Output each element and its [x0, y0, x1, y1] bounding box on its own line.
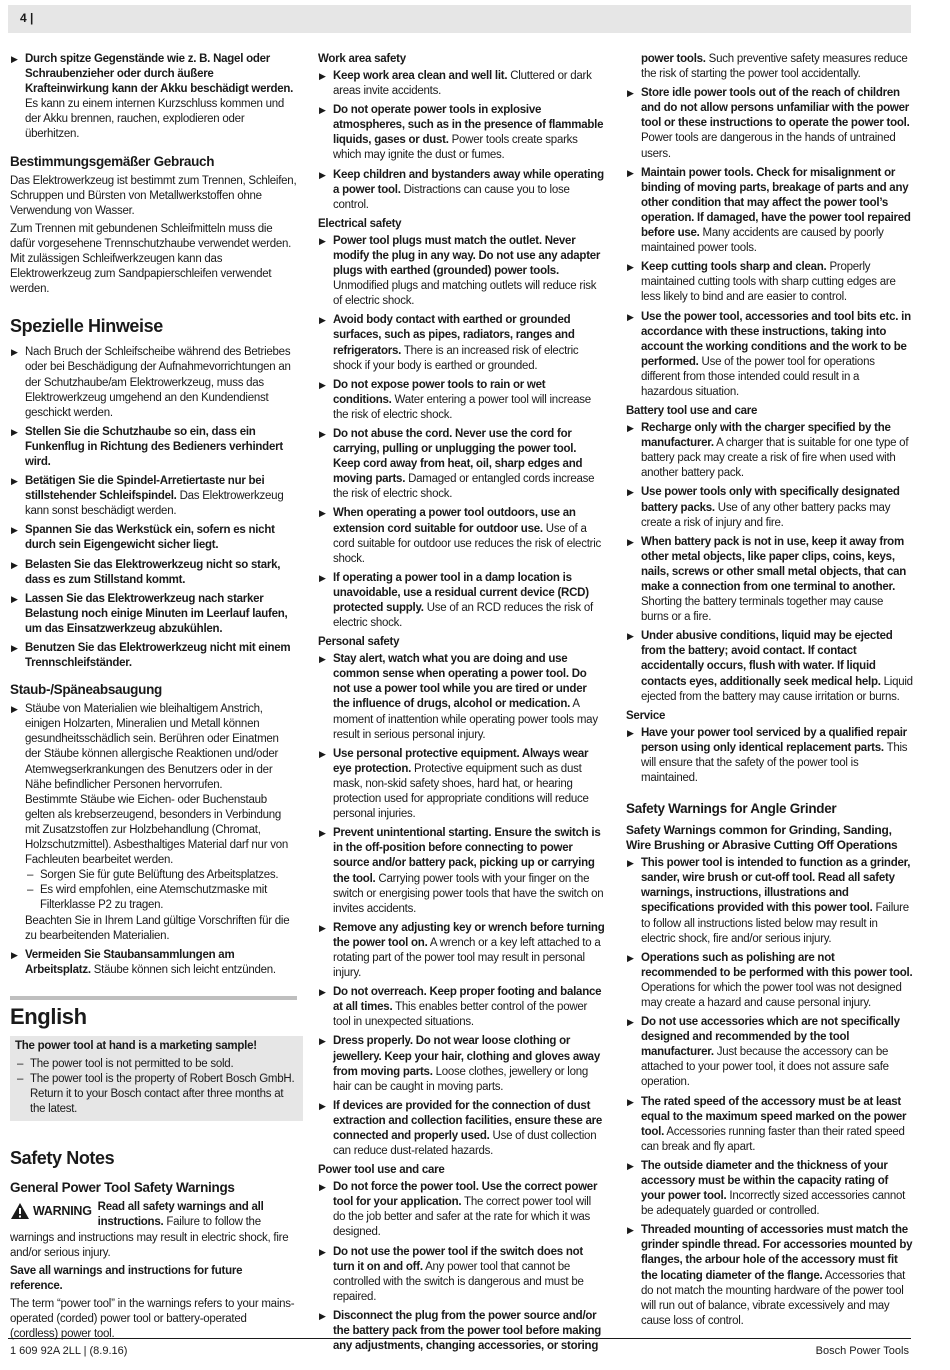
continued-text: power tools. Such preventive safety measures reduce the risk of starting the power tool accidentally.	[641, 53, 908, 81]
column-middle	[318, 52, 605, 1358]
bullet-item: ▶ When battery pack is not in use, keep it away from other metal objects, like paper clips, coins, keys, nails, screws or other small metal objects, that can make a connection from one terminal to another. Shorting the battery terminals together may cause burns or a fire.	[626, 535, 913, 626]
section-divider	[10, 996, 297, 1000]
bullet-item: ▶ Belasten Sie das Elektrowerkzeug nicht so stark, dass es zum Stillstand kommt.	[10, 558, 297, 588]
column-left	[10, 52, 297, 1345]
bullet-item: ▶ Disconnect the plug from the power source and/or the battery pack from the power tool before making any adjustments, changing accessories, or storing	[318, 1309, 605, 1354]
subsection-heading: Battery tool use and care	[626, 405, 758, 418]
subsection-heading: Service	[626, 709, 666, 722]
bullet-item: ▶ If operating a power tool in a damp location is unavoidable, use a residual current device (RCD) protected supply. Use of an RCD reduces the risk of electric shock.	[318, 571, 605, 631]
bullet-item: ▶ Stellen Sie die Schutzhaube so ein, dass ein Funkenflug in Richtung des Bedieners verhindert wird.	[10, 425, 297, 470]
dash-item: – Sorgen Sie für gute Belüftung des Arbeitsplatzes.	[25, 868, 297, 883]
bullet-item: ▶ Operations such as polishing are not recommended to be performed with this power tool. Operations for which the power tool was not designed may create a hazard and cause personal injury.	[626, 951, 913, 1011]
bullet-item: ▶ Stay alert, watch what you are doing and use common sense when operating a power tool. Do not use a power tool while you are tired or under the influence of drugs, alcohol or medication. A moment of inattention while operating power tools may result in serious personal injury.	[318, 652, 605, 743]
bullet-item: ▶ Power tool plugs must match the outlet. Never modify the plug in any way. Do not use any adapter plugs with earthed (grounded) power tools. Unmodified plugs and matching outlets will reduce risk of electric shock.	[318, 234, 605, 309]
paragraph: Das Elektrowerkzeug ist bestimmt zum Trennen, Schleifen, Schruppen und Bürsten von Metallwerkstoffen ohne Verwendung von Wasser.	[10, 174, 297, 217]
bullet-item: ▶ Spannen Sie das Werkstück ein, sofern es nicht durch sein Eigengewicht sicher liegt.	[10, 523, 297, 553]
bullet-item: ▶ Vermeiden Sie Staubansammlungen am Arbeitsplatz. Stäube können sich leicht entzünden.	[10, 948, 297, 978]
bullet-item: ▶ Benutzen Sie das Elektrowerkzeug nicht mit einem Trennschleifständer.	[10, 641, 297, 671]
dash-item: – The power tool is not permitted to be sold.	[15, 1057, 297, 1072]
subsection-heading: Work area safety	[318, 53, 406, 65]
subsection-heading: Power tool use and care	[318, 1164, 445, 1177]
bullet-item: ▶ Do not use the power tool if the switch does not turn it on and off. Any power tool that cannot be controlled with the switch is dangerous and must be repaired.	[318, 1245, 605, 1305]
warning-triangle-icon	[10, 1202, 30, 1220]
section-heading: Safety Warnings for Angle Grinder	[626, 801, 837, 817]
bullet-item: ▶ Do not use accessories which are not specifically designed and recommended by the tool manufacturer. Just because the accessory can be attached to your power tool, it does not assure safe operation.	[626, 1015, 913, 1090]
bullet-item: ▶ The outside diameter and the thickness of your accessory must be within the capacity rating of your power tool. Incorrectly sized accessories cannot be adequately guarded or controlled.	[626, 1159, 913, 1219]
bullet-item: ▶ Dress properly. Do not wear loose clothing or jewellery. Keep your hair, clothing and gloves away from moving parts. Loose clothes, jewellery or long hair can be caught in moving parts.	[318, 1034, 605, 1094]
column-right	[626, 52, 913, 1333]
bullet-item: ▶ Keep cutting tools sharp and clean. Properly maintained cutting tools with sharp cutting edges are less likely to bind and are easier to control.	[626, 260, 913, 305]
bullet-item: ▶ Do not abuse the cord. Never use the cord for carrying, pulling or unplugging the power tool. Keep cord away from heat, oil, sharp edges and moving parts. Damaged or entangled cords increase the risk of electric shock.	[318, 427, 605, 502]
bullet-item: ▶ Keep children and bystanders away while operating a power tool. Distractions can cause you to lose control.	[318, 168, 605, 213]
bullet-item: ▶ The rated speed of the accessory must be at least equal to the maximum speed marked on the power tool. Accessories running faster than their rated speed can break and fly apart.	[626, 1095, 913, 1155]
bullet-item: ▶ Do not operate power tools in explosive atmospheres, such as in the presence of flammable liquids, gases or dust. Power tools create sparks which may ignite the dust or fumes.	[318, 103, 605, 163]
subsection-heading: Personal safety	[318, 636, 400, 649]
paragraph: Mit zulässigen Schleifwerkzeugen kann das Elektrowerkzeug zum Sandpapierschleifen verwendet werden.	[10, 253, 272, 296]
section-heading: General Power Tool Safety Warnings	[10, 1180, 235, 1196]
bullet-item: ▶ Maintain power tools. Check for misalignment or binding of moving parts, breakage of parts and any other condition that may affect the power tool’s operation. If damaged, have the power tool repaired before use. Many accidents are caused by poorly maintained power tools.	[626, 166, 913, 257]
bullet-item: ▶ Avoid body contact with earthed or grounded surfaces, such as pipes, radiators, ranges and refrigerators. There is an increased risk of electric shock if your body is earthed or grounded.	[318, 313, 605, 373]
bullet-item: ▶ Remove any adjusting key or wrench before turning the power tool on. A wrench or a key left attached to a rotating part of the power tool may result in personal injury.	[318, 921, 605, 981]
paragraph: Save all warnings and instructions for future reference.	[10, 1264, 243, 1292]
bullet-item: ▶ Keep work area clean and well lit. Cluttered or dark areas invite accidents.	[318, 69, 605, 99]
bullet-item: ▶ Durch spitze Gegenstände wie z. B. Nagel oder Schraubenzieher oder durch äußere Krafteinwirkung kann der Akku beschädigt werden. Es kann zu einem internen Kurzschluss kommen und der Akku brennen, rauchen, explodieren oder überhitzen.	[10, 52, 297, 143]
document-number: 1 609 92A 2LL | (8.9.16)	[10, 1345, 128, 1357]
section-heading: Spezielle Hinweise	[10, 316, 163, 337]
page-footer	[8, 1338, 911, 1357]
bullet-item: ▶ Use power tools only with specifically designated battery packs. Use of any other battery packs may create a risk of injury and fire.	[626, 485, 913, 530]
notice-box	[10, 1036, 303, 1121]
section-heading: Bestimmungsgemäßer Gebrauch	[10, 153, 215, 169]
paragraph: The term “power tool” in the warnings refers to your mains-operated (corded) power tool or battery-operated (cordless) power tool.	[10, 1297, 295, 1341]
bullet-item: ▶ Lassen Sie das Elektrowerkzeug nach starker Belastung noch einige Minuten im Leerlauf laufen, um das Einsatzwerkzeug abzukühlen.	[10, 592, 297, 637]
bullet-item: ▶ Threaded mounting of accessories must match the grinder spindle thread. For accessories mounted by flanges, the arbour hole of the accessory must fit the locating diameter of the flange. Accessories that do not match the mounting hardware of the power tool will run out of balance, vibrate excessively and may cause loss of control.	[626, 1223, 913, 1329]
bullet-item	[10, 702, 297, 944]
paragraph: Beachten Sie in Ihrem Land gültige Vorschriften für die zu bearbeitenden Materialien.	[25, 914, 290, 942]
paragraph: ▶ Stäube von Materialien wie bleihaltigem Anstrich, einigen Holzarten, Mineralien und Metall können gesundheitsschädlich sein. Berühren oder Einatmen der Stäube können allergische Reaktionen und/oder Atemwegserkrankungen des Benutzers oder in der Nähe befindlicher Personen hervorrufen.	[25, 703, 279, 791]
brand-name: Bosch Power Tools	[815, 1345, 909, 1357]
bullet-item: ▶ When operating a power tool outdoors, use an extension cord suitable for outdoor use. Use of a cord suitable for outdoor use reduces the risk of electric shock.	[318, 506, 605, 566]
bullet-item: ▶ Do not overreach. Keep proper footing and balance at all times. This enables better control of the power tool in unexpected situations.	[318, 985, 605, 1030]
warning-paragraph: WARNING Read all safety warnings and all instructions. Failure to follow the warnings and instructions may result in electric shock, fire and/or serious injury.	[10, 1201, 289, 1259]
bullet-item: ▶ Store idle power tools out of the reach of children and do not allow persons unfamiliar with the power tool or these instructions to operate the power tool. Power tools are dangerous in the hands of untrained users.	[626, 86, 913, 161]
bullet-item: ▶ Under abusive conditions, liquid may be ejected from the battery; avoid contact. If contact accidentally occurs, flush with water. If liquid contacts eyes, additionally seek medical help. Liquid ejected from the battery may cause irritation or burns.	[626, 629, 913, 704]
bullet-item: ▶ Recharge only with the charger specified by the manufacturer. A charger that is suitable for one type of battery pack may create a risk of fire when used with another battery pack.	[626, 421, 913, 481]
page-header-bar	[8, 5, 911, 33]
paragraph: Zum Trennen mit gebundenen Schleifmitteln muss die dafür vorgesehene Trennschutzhaube verwendet werden.	[10, 222, 292, 250]
paragraph: Bestimmte Stäube wie Eichen- oder Buchenstaub gelten als krebserzeugend, besonders in Verbindung mit Zusatzstoffen zur Holzbehandlung (Chromat, Holzschutzmittel). Asbesthaltiges Material darf nur von Fachleuten bearbeitet werden.	[25, 793, 289, 867]
notice-title: The power tool at hand is a marketing sample!	[15, 1039, 257, 1052]
page-number: 4 |	[20, 11, 34, 25]
warning-label: WARNING	[10, 1202, 92, 1220]
section-heading: Safety Notes	[10, 1148, 115, 1169]
dash-item: – The power tool is the property of Robert Bosch GmbH. Return it to your Bosch contact after three months at the latest.	[15, 1072, 297, 1117]
bullet-item: ▶ Nach Bruch der Schleifscheibe während des Betriebes oder bei Beschädigung der Aufnahmevorrichtungen an der Schutzhaube/am Elektrowerkzeug, muss das Elektrowerkzeug umgehend an den Kundendienst geschickt werden.	[10, 345, 297, 420]
bullet-item: ▶ Betätigen Sie die Spindel-Arretiertaste nur bei stillstehender Schleifspindel. Das Elektrowerkzeug kann sonst beschädigt werden.	[10, 474, 297, 519]
language-heading: English	[10, 1003, 87, 1029]
bullet-item: ▶ Use personal protective equipment. Always wear eye protection. Protective equipment such as dust mask, non-skid safety shoes, hard hat, or hearing protection used for appropriate conditions will reduce personal injuries.	[318, 747, 605, 822]
section-heading: Staub-/Späneabsaugung	[10, 682, 162, 698]
bullet-item: ▶ Do not force the power tool. Use the correct power tool for your application. The correct power tool will do the job better and safer at the rate for which it was designed.	[318, 1180, 605, 1240]
bullet-item: ▶ Do not expose power tools to rain or wet conditions. Water entering a power tool will increase the risk of electric shock.	[318, 378, 605, 423]
bullet-item: ▶ Use the power tool, accessories and tool bits etc. in accordance with these instructions, taking into account the working conditions and the work to be performed. Use of the power tool for operations different from those intended could result in a hazardous situation.	[626, 310, 913, 401]
bullet-item: ▶ Have your power tool serviced by a qualified repair person using only identical replacement parts. This will ensure that the safety of the power tool is maintained.	[626, 726, 913, 786]
bullet-item: ▶ Prevent unintentional starting. Ensure the switch is in the off-position before connecting to power source and/or battery pack, picking up or carrying the tool. Carrying power tools with your finger on the switch or energising power tools that have the switch on invites accidents.	[318, 826, 605, 917]
subsection-heading: Safety Warnings common for Grinding, Sanding, Wire Brushing or Abrasive Cutting Off Operations	[626, 823, 898, 853]
subsection-heading: Electrical safety	[318, 217, 402, 230]
bullet-item: ▶ This power tool is intended to function as a grinder, sander, wire brush or cut-off tool. Read all safety warnings, instructions, illustrations and specifications provided with this power tool. Failure to follow all instructions listed below may result in electric shock, fire and/or serious injury.	[626, 856, 913, 947]
bullet-item: ▶ If devices are provided for the connection of dust extraction and collection facilities, ensure these are connected and properly used. Use of dust collection can reduce dust-related hazards.	[318, 1099, 605, 1159]
dash-item: – Es wird empfohlen, eine Atemschutzmaske mit Filterklasse P2 zu tragen.	[25, 883, 297, 913]
